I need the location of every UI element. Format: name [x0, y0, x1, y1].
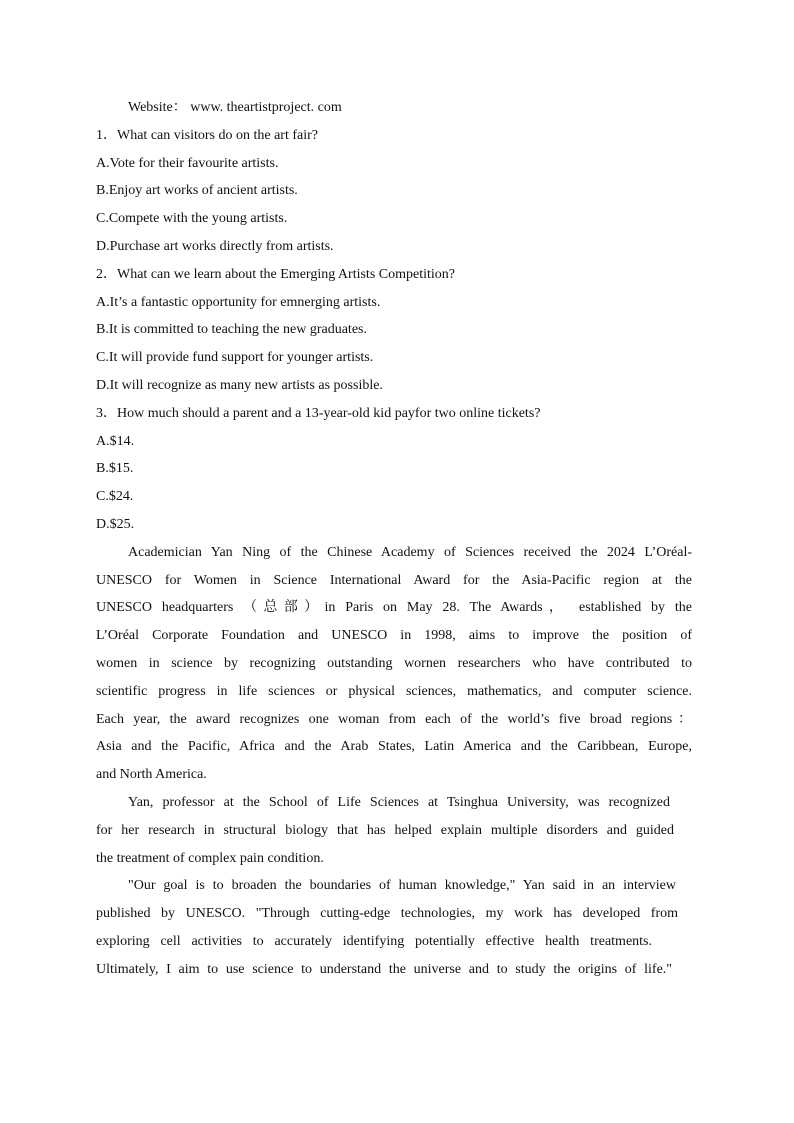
- passage-line: for her research in structural biology that has helped explain multiple disorders and guided: [96, 822, 674, 838]
- question-stem: 1．What can visitors do on the art fair?: [96, 127, 318, 143]
- document-page: [96, 94, 692, 984]
- passage-line: Ultimately, I aim to use science to understand the universe and to study the origins of life.": [96, 961, 672, 977]
- passage-line: Asia and the Pacific, Africa and the Arab States, Latin America and the Caribbean, Europe,: [96, 739, 692, 755]
- option-d: D.$25.: [96, 516, 135, 532]
- option-c: C.Compete with the young artists.: [96, 211, 288, 227]
- option-a: A.Vote for their favourite artists.: [96, 155, 279, 171]
- option-d: D.It will recognize as many new artists as possible.: [96, 377, 383, 393]
- question-stem: 3．How much should a parent and a 13-year-old kid payfor two online tickets?: [96, 405, 541, 421]
- passage-line: published by UNESCO. "Through cutting-edge technologies, my work has developed from: [96, 906, 678, 922]
- option-d: D.Purchase art works directly from artists.: [96, 238, 334, 254]
- passage-line: exploring cell activities to accurately identifying potentially effective health treatments.: [96, 933, 652, 949]
- option-b: B.Enjoy art works of ancient artists.: [96, 183, 298, 199]
- passage-line: the treatment of complex pain condition.: [96, 850, 324, 866]
- question-3: [96, 400, 692, 539]
- passage-paragraph-1: [96, 539, 692, 789]
- passage-line: "Our goal is to broaden the boundaries of human knowledge," Yan said in an interview: [128, 878, 676, 894]
- question-stem: 2．What can we learn about the Emerging Artists Competition?: [96, 266, 455, 282]
- passage-line: Yan, professor at the School of Life Sciences at Tsinghua University, was recognized: [128, 794, 670, 810]
- passage-line: Each year, the award recognizes one woman from each of the world’s five broad regions：: [96, 711, 692, 727]
- question-2: [96, 261, 692, 400]
- option-a: A.It’s a fantastic opportunity for emnerging artists.: [96, 294, 381, 310]
- option-a: A.$14.: [96, 433, 135, 449]
- passage-line: L’Oréal Corporate Foundation and UNESCO in 1998, aims to improve the position of: [96, 628, 692, 644]
- option-c: C.It will provide fund support for younger artists.: [96, 350, 374, 366]
- question-1: [96, 122, 692, 261]
- passage-line: and North America.: [96, 767, 207, 783]
- option-b: B.$15.: [96, 461, 134, 477]
- passage-line: UNESCO for Women in Science International Award for the Asia-Pacific region at the: [96, 572, 692, 588]
- passage-line: Academician Yan Ning of the Chinese Academy of Sciences received the 2024 L’Oréal-: [128, 544, 692, 560]
- website-line: Website： www. theartistproject. com: [128, 100, 342, 115]
- passage-line: women in science by recognizing outstanding wornen researchers who have contributed to: [96, 655, 692, 671]
- passage-line: scientific progress in life sciences or physical sciences, mathematics, and computer science.: [96, 683, 692, 699]
- passage-paragraph-3: [96, 872, 692, 983]
- passage-line: UNESCO headquarters （总部）in Paris on May 28. The Awards， established by the: [96, 600, 692, 616]
- option-b: B.It is committed to teaching the new graduates.: [96, 322, 367, 338]
- option-c: C.$24.: [96, 489, 134, 505]
- passage-paragraph-2: [96, 789, 692, 872]
